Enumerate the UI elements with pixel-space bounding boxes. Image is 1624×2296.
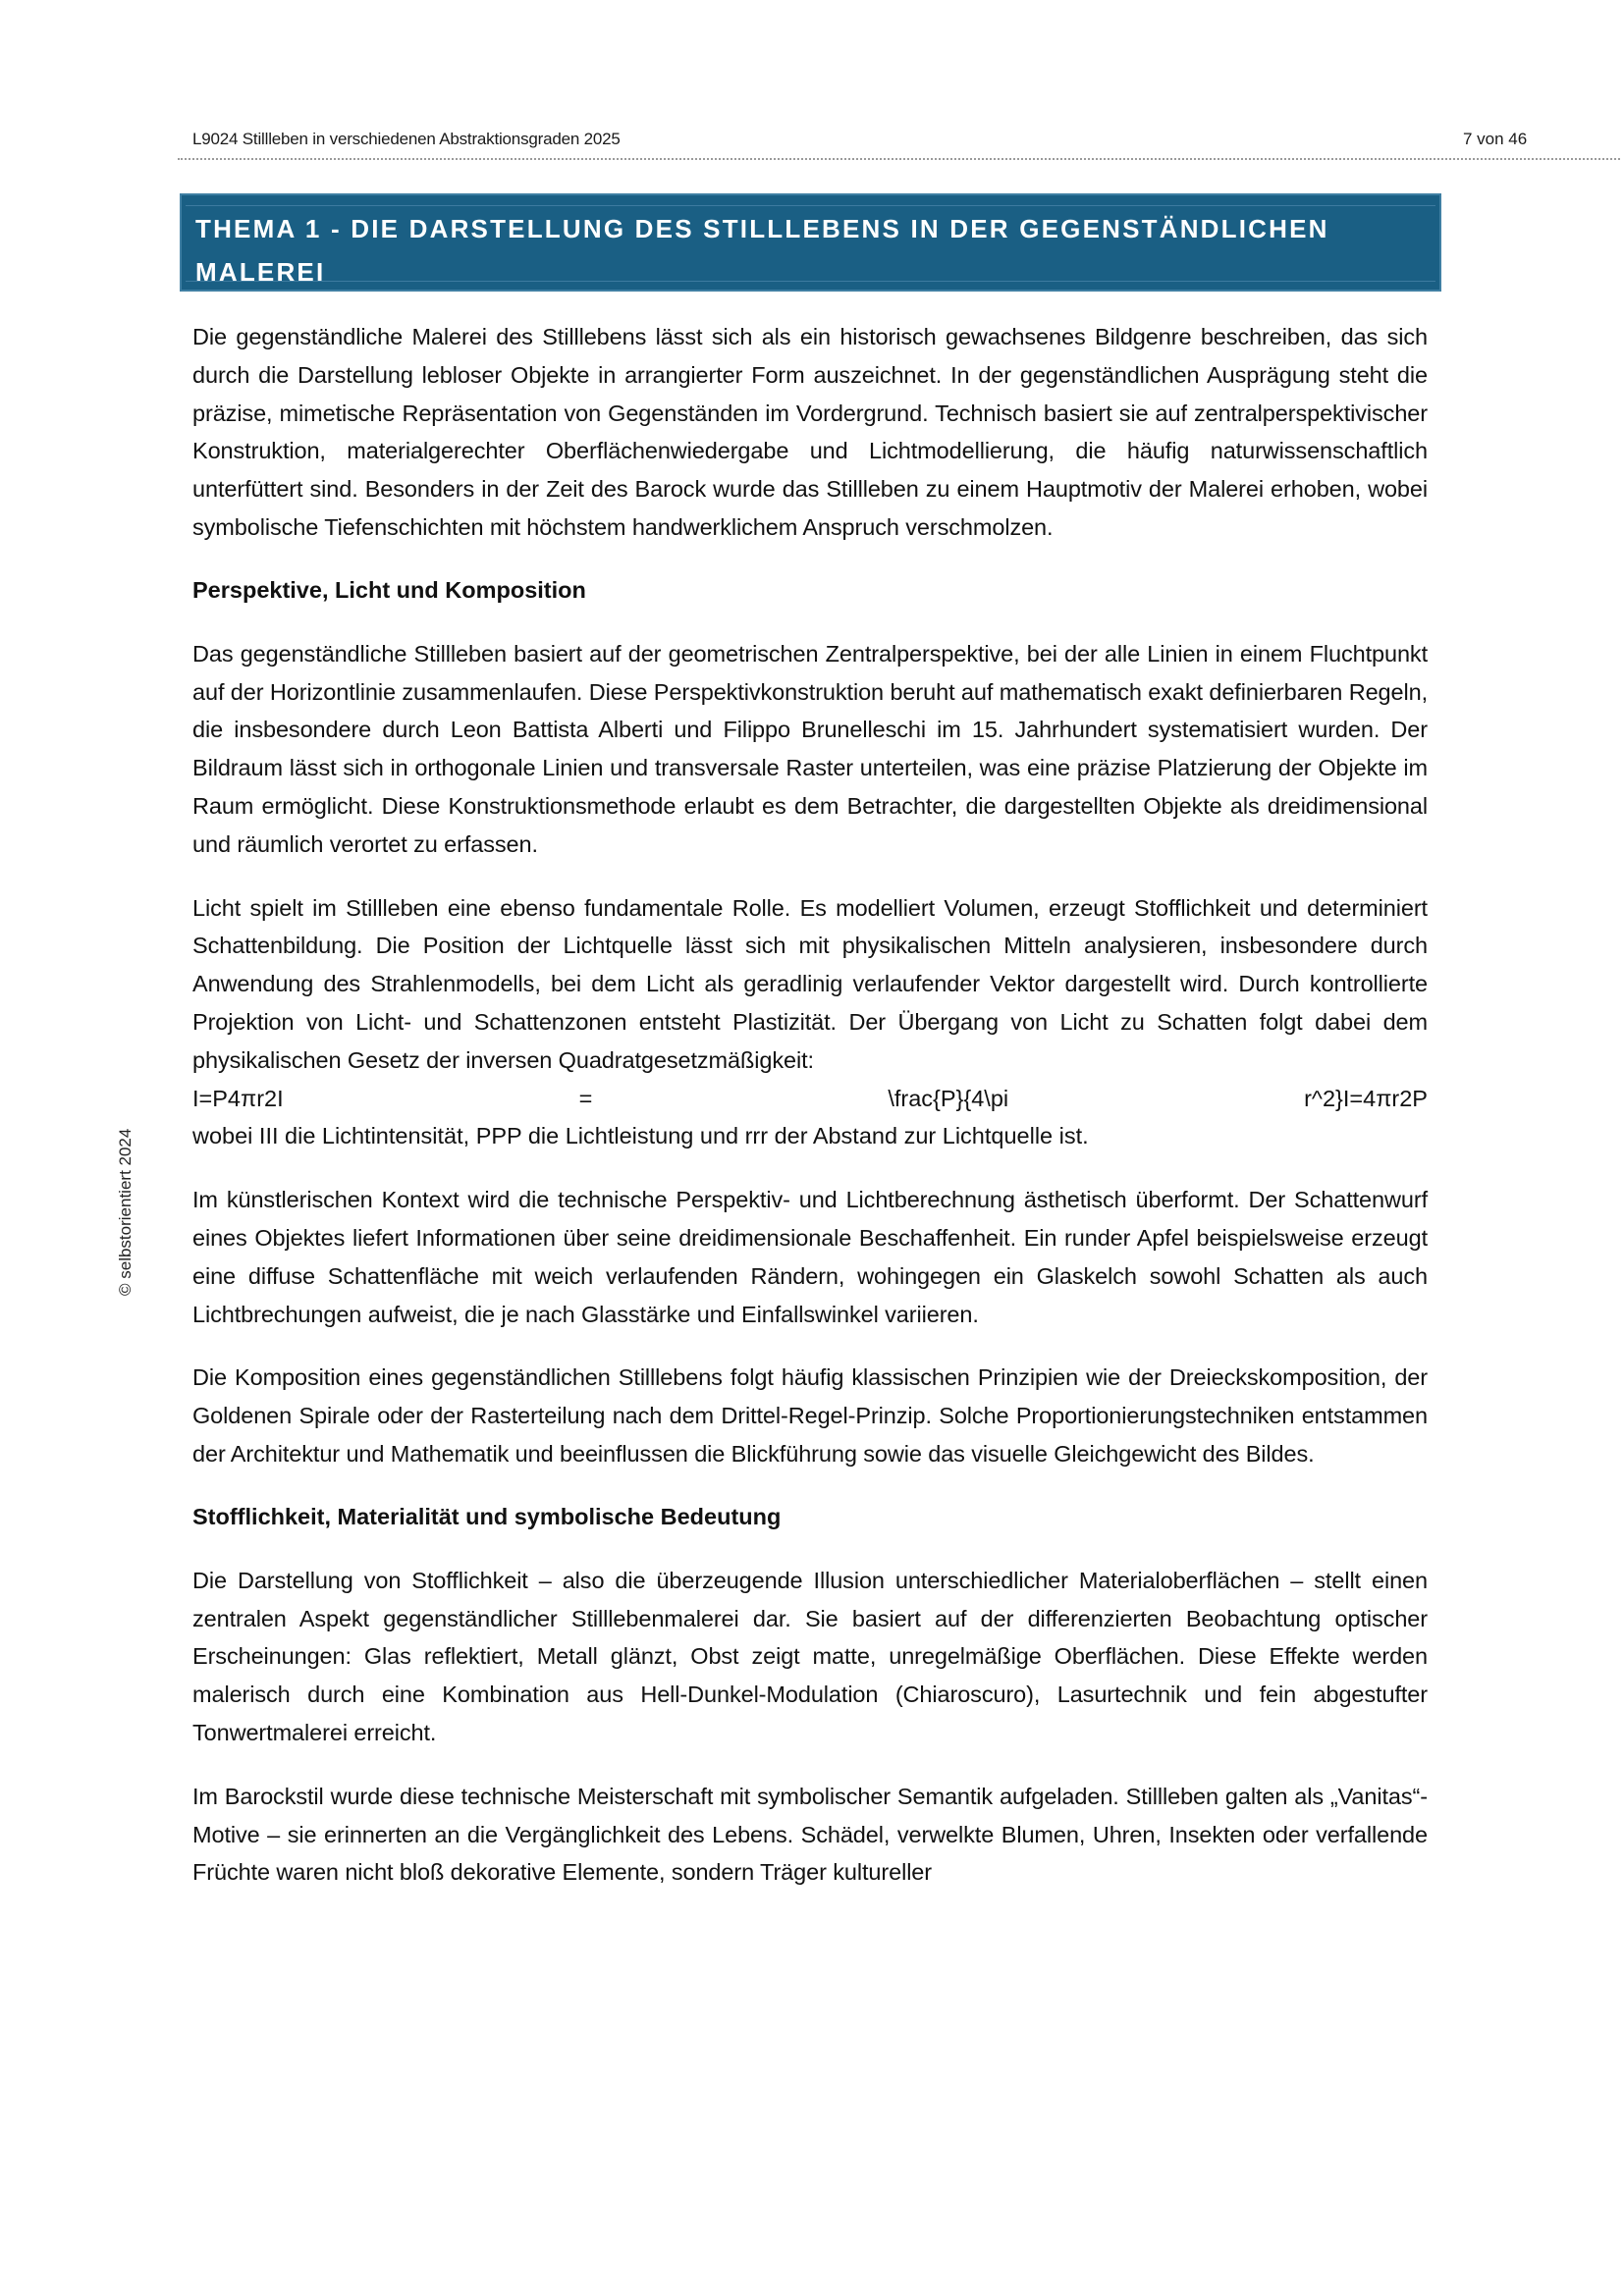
- intro-paragraph: Die gegenständliche Malerei des Stilllebens lässt sich als ein historisch gewachsenes Bildgenre beschreiben, das sich durch die Darstellung lebloser Objekte in arrangierter Form auszeichnet. In der gegenständlichen Ausprägung steht die präzise, mimetische Repräsentation von Gegenständen im Vordergrund. Technisch basiert sie auf zentralperspektivischer Konstruktion, materialgerechter Oberflächenwiedergabe und Lichtmodellierung, die häufig naturwissenschaftlich unterfüttert sind. Besonders in der Zeit des Barock wurde das Stillleben zu einem Hauptmotiv der Malerei erhoben, wobei symbolische Tiefenschichten mit höchstem handwerklichem Anspruch verschmolzen.: [192, 324, 1428, 540]
- page-header: [192, 130, 1620, 159]
- formula-part: =: [578, 1085, 593, 1111]
- topic-heading-box: [180, 193, 1441, 292]
- paragraph: Die Komposition eines gegenständlichen Stilllebens folgt häufig klassischen Prinzipien wie der Dreieckskomposition, der Goldenen Spirale oder der Rasterteilung nach dem Drittel-Regel-Prinzip. Solche Proportionierungstechniken entstammen der Architektur und Mathematik und beeinflussen die Blickführung sowie das visuelle Gleichgewicht des Bildes.: [192, 1364, 1428, 1467]
- formula-part: r^2}I=4πr2P: [1304, 1085, 1428, 1111]
- topic-title: THEMA 1 - DIE DARSTELLUNG DES STILLLEBENS IN DER GEGENSTÄNDLICHEN MALEREI: [195, 214, 1329, 287]
- copyright-note: © selbstorientiert 2024: [116, 1128, 135, 1296]
- paragraph: Das gegenständliche Stillleben basiert auf der geometrischen Zentralperspektive, bei der alle Linien in einem Fluchtpunkt auf der Horizontlinie zusammenlaufen. Diese Perspektivkonstruktion beruht auf mathematisch exakt definierbaren Regeln, die insbesondere durch Leon Battista Alberti und Filippo Brunelleschi im 15. Jahrhundert systematisiert wurden. Der Bildraum lässt sich in orthogonale Linien und transversale Raster unterteilen, was eine präzise Platzierung der Objekte im Raum ermöglicht. Diese Konstruktionsmethode erlaubt es dem Betrachter, die dargestellten Objekte als dreidimensional und räumlich verortet zu erfassen.: [192, 640, 1428, 857]
- section-heading-stofflichkeit: Stofflichkeit, Materialität und symbolische Bedeutung: [192, 1503, 782, 1529]
- formula-caption: wobei III die Lichtintensität, PPP die Lichtleistung und rrr der Abstand zur Lichtquelle ist.: [192, 1123, 1089, 1149]
- formula-part: I=P4πr2I: [192, 1085, 284, 1111]
- paragraph: Die Darstellung von Stofflichkeit – also die überzeugende Illusion unterschiedlicher Materialoberflächen – stellt einen zentralen Aspekt gegenständlicher Stilllebenmalerei dar. Sie basiert auf der differenzierten Beobachtung optischer Erscheinungen: Glas reflektiert, Metall glänzt, Obst zeigt matte, unregelmäßige Oberflächen. Diese Effekte werden malerisch durch eine Kombination aus Hell-Dunkel-Modulation (Chiaroscuro), Lasurtechnik und fein abgestufter Tonwertmalerei erreicht.: [192, 1567, 1428, 1745]
- page-number: 7 von 46: [1463, 130, 1528, 148]
- formula-part: \frac{P}{4\pi: [888, 1085, 1009, 1111]
- paragraph: Im Barockstil wurde diese technische Meisterschaft mit symbolischer Semantik aufgeladen. Stillleben galten als „Vanitas“-Motive – sie erinnerten an die Vergänglichkeit des Lebens. Schädel, verwelkte Blumen, Uhren, Insekten oder verfallende Früchte waren nicht bloß dekorative Elemente, sondern Träger kultureller: [192, 1783, 1428, 1886]
- section-heading-perspektive: Perspektive, Licht und Komposition: [192, 576, 586, 603]
- formula-line: [192, 1080, 1428, 1118]
- document-title: L9024 Stillleben in verschiedenen Abstraktionsgraden 2025: [192, 130, 621, 148]
- paragraph: Licht spielt im Stillleben eine ebenso fundamentale Rolle. Es modelliert Volumen, erzeugt Stofflichkeit und determiniert Schattenbildung. Die Position der Lichtquelle lässt sich mit physikalischen Mitteln analysieren, insbesondere durch Anwendung des Strahlenmodells, bei dem Licht als geradlinig verlaufender Vektor dargestellt wird. Durch kontrollierte Projektion von Licht- und Schattenzonen entsteht Plastizität. Der Übergang von Licht zu Schatten folgt dabei dem physikalischen Gesetz der inversen Quadratgesetzmäßigkeit:: [192, 894, 1428, 1073]
- header-divider: [178, 158, 1620, 160]
- document-body: [192, 318, 1428, 1917]
- paragraph: Im künstlerischen Kontext wird die technische Perspektiv- und Lichtberechnung ästhetisch überformt. Der Schattenwurf eines Objektes liefert Informationen über seine dreidimensionale Beschaffenheit. Ein runder Apfel beispielsweise erzeugt eine diffuse Schattenfläche mit weich verlaufenden Rändern, wohingegen ein Glaskelch sowohl Schatten als auch Lichtbrechungen aufweist, die je nach Glasstärke und Einfallswinkel variieren.: [192, 1187, 1428, 1327]
